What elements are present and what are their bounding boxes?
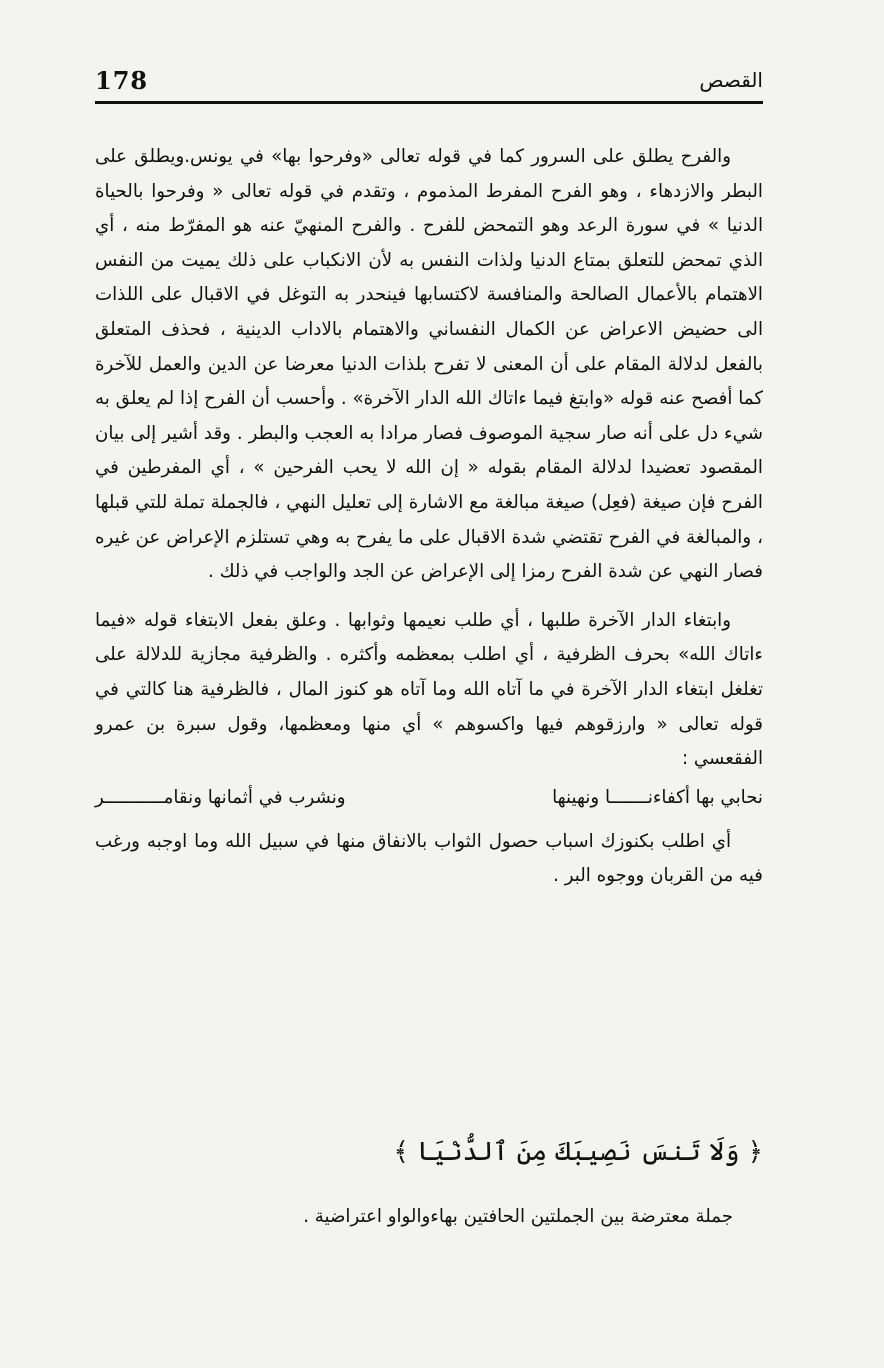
page-number: 178: [95, 65, 149, 95]
verse-first-hemistich: نحابي بها أكفاءنـــــــا ونهينها: [552, 786, 763, 808]
commentary-note: جملة معترضة بين الجملتين الحافتين بهاءوالواو اعتراضية .: [303, 1206, 733, 1227]
verse-second-hemistich: ونشرب في أثمانها ونقامـــــــــــر: [95, 786, 346, 808]
paragraph: والفرح يطلق على السرور كما في قوله تعالى «وفرحوا بها» في يونس.ويطلق على البطر والازدهاء ، وهو الفرح المفرط المذموم ، وتقدم في قوله تعالى « وفرحوا بالحياة الدنيا » في سورة الرعد وهو التمحض للفرح . والفرح المنهيّ عنه هو المفرّط منه ، أي الذي تمحض للتعلق بمتاع الدنيا ولذات النفس به لأن الانكباب على ذلك يميت من النفس الاهتمام بالأعمال الصالحة والمنافسة لاكتسابها فينحدر به التوغل في الاقبال على اللذات الى حضيض الاعراض عن الكمال النفساني والاهتمام بالاداب الدينية ، فحذف المتعلق بالفعل لدلالة المقام على أن المعنى لا تفرح بلذات الدنيا معرضا عن الدين والعمل للآخرة كما أفصح عنه قوله «وابتغ فيما ءاتاك الله الدار الآخرة» . وأحسب أن الفرح إذا لم يعلق به شيء دل على أنه صار سجية الموصوف فصار مرادا به العجب والبطر . وقد أشير إلى بيان المقصود تعضيدا لدلالة المقام بقوله « إن الله لا يحب الفرحين » ، أي المفرطين في الفرح فإن صيغة (فعِل) صيغة مبالغة مع الاشارة إلى تعليل النهي ، فالجملة تملة للتي قبلها ، والمبالغة في الفرح تقتضي شدة الاقبال على ما يفرح به وهي تستلزم الإعراض عن غيره فصار النهي عن شدة الفرح رمزا إلى الإعراض عن الجد والواجب في ذلك .: [95, 146, 763, 583]
paragraph: وابتغاء الدار الآخرة طلبها ، أي طلب نعيمها وثوابها . وعلق بفعل الابتغاء قوله «فيما ءاتاك الله» بحرف الظرفية ، أي اطلب بمعظمه وأكثره . والظرفية مجازية للدلالة على تغلغل ابتغاء الدار الآخرة في ما آتاه الله وما آتاه هو كنوز المال ، فالظرفية هنا كالتي في قوله تعالى « وارزقوهم فيها واكسوهم » أي منها ومعظمها، وقول سبرة بن عمرو الفقعسي :: [95, 609, 763, 770]
main-text: [95, 140, 763, 894]
quran-verse-heading: ﴿ وَلَا تَنسَ نَصِيبَكَ مِنَ ٱلدُّنْيَا ﴾: [393, 1137, 763, 1167]
page-header: [95, 60, 763, 100]
poetry-verse: [95, 779, 763, 817]
header-rule: [95, 101, 763, 104]
paragraph: أي اطلب بكنوزك اسباب حصول الثواب بالانفاق منها في سبيل الله وما اوجبه ورغب فيه من القربان ووجوه البر .: [95, 830, 763, 887]
running-title: القصص: [699, 68, 763, 92]
